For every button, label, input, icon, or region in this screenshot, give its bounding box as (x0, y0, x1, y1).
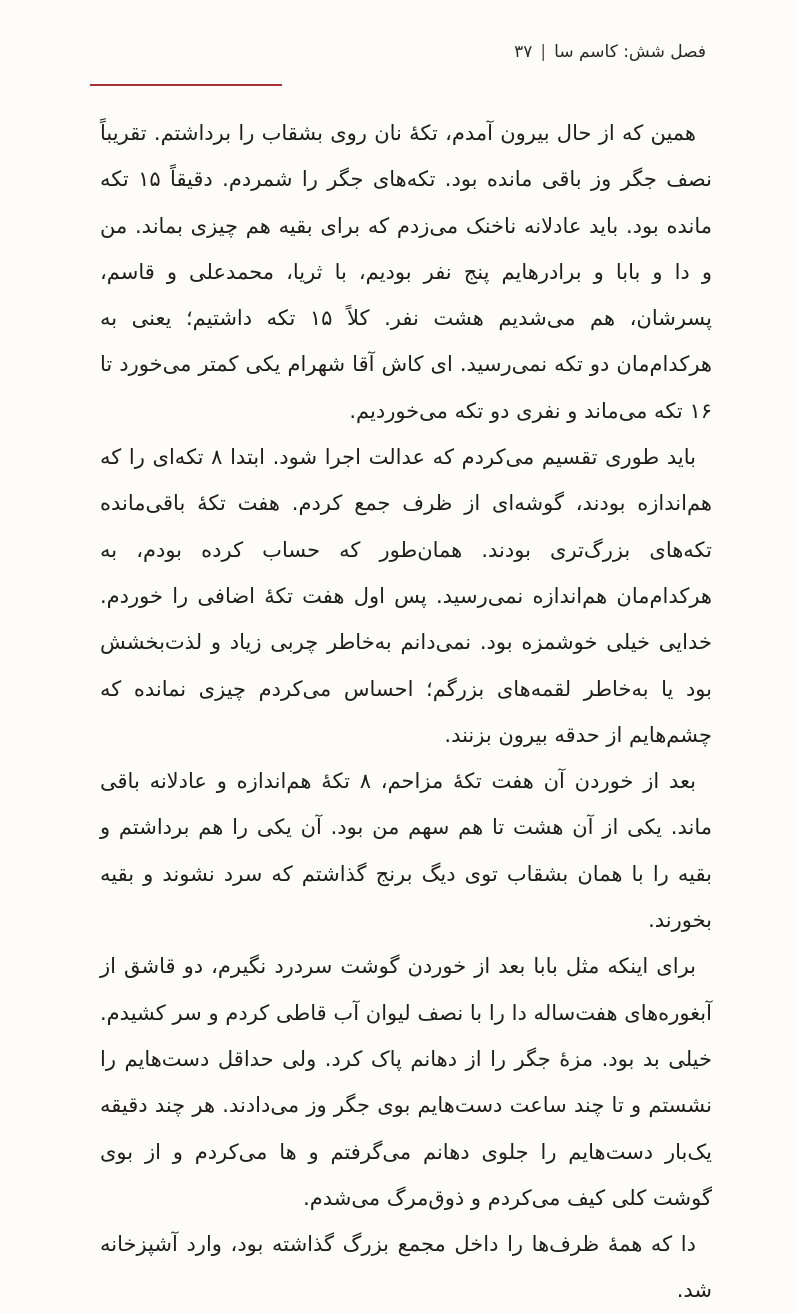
header-separator: | (540, 42, 547, 62)
header-rule (90, 84, 282, 86)
paragraph: برای اینکه مثل بابا بعد از خوردن گوشت سردرد نگیرم، دو قاشق از آبغوره‌های هفت‌ساله دا را با نصف لیوان آب قاطی کردم و سر کشیدم. خیلی بد بود. مزهٔ جگر را از دهانم پاک کرد. ولی حداقل دست‌هایم را نشستم و تا چند ساعت دست‌هایم بوی جگر وز می‌دادند. هر چند دقیقه یک‌بار دست‌هایم را جلوی دهانم می‌گرفتم و ها می‌کردم و از بوی گوشت کلی کیف می‌کردم و ذوق‌مرگ می‌شدم. (100, 954, 712, 1210)
running-header (514, 42, 706, 62)
paragraph: دا که همهٔ ظرف‌ها را داخل مجمع بزرگ گذاشته بود، وارد آشپزخانه شد. (100, 1232, 712, 1303)
page-number: ۳۷ (514, 42, 533, 62)
paragraph: بعد از خوردن آن هفت تکهٔ مزاحم، ۸ تکهٔ هم‌اندازه و عادلانه باقی ماند. یکی از آن هشت تا هم سهم من بود. آن یکی را هم برداشتم و بقیه را با همان بشقاب توی دیگ برنج گذاشتم که سرد نشوند و بقیه بخورند. (100, 769, 712, 933)
body-text (100, 110, 712, 1314)
chapter-title: فصل شش: کاسم سا (554, 42, 706, 62)
paragraph: باید طوری تقسیم می‌کردم که عدالت اجرا شود. ابتدا ۸ تکه‌ای را که هم‌اندازه بودند، گوشه‌ای از ظرف جمع کردم. هفت تکهٔ باقی‌مانده تکه‌های بزرگ‌تری بودند. همان‌طور که حساب کرده بودم، به هرکدام‌مان هم‌اندازه نمی‌رسید. پس اول هفت تکهٔ اضافی را خوردم. خدایی خیلی خوشمزه بود. نمی‌دانم به‌خاطر چربی زیاد و لذت‌بخشش بود یا به‌خاطر لقمه‌های بزرگم؛ احساس می‌کردم چیزی نمانده که چشم‌هایم از حدقه بیرون بزنند. (100, 445, 712, 747)
paragraph: همین که از حال بیرون آمدم، تکهٔ نان روی بشقاب را برداشتم. تقریباً نصف جگر وز باقی مانده بود. تکه‌های جگر را شمردم. دقیقاً ۱۵ تکه مانده بود. باید عادلانه ناخنک می‌زدم که برای بقیه هم چیزی بماند. من و دا و بابا و برادرهایم پنج نفر بودیم، با ثریا، محمدعلی و قاسم، پسرشان، هم می‌شدیم هشت نفر. کلاً ۱۵ تکه داشتیم؛ یعنی به هرکدام‌مان دو تکه نمی‌رسید. ای کاش آقا شهرام یکی کمتر می‌خورد تا ۱۶ تکه می‌ماند و نفری دو تکه می‌خوردیم. (100, 121, 713, 423)
